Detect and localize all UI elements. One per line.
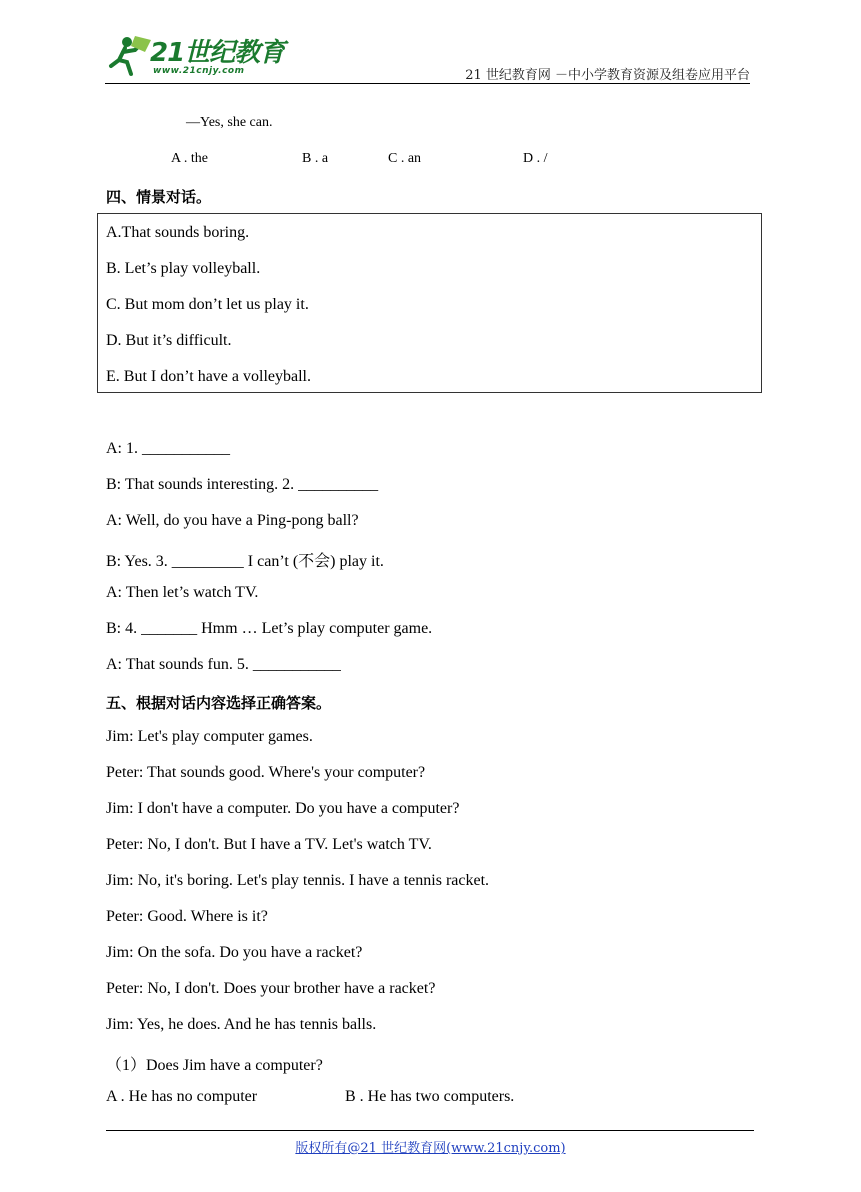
dialogue-line: Jim: Yes, he does. And he has tennis balls. [106, 1016, 377, 1033]
question-1: （1）Does Jim have a computer? [106, 1057, 323, 1074]
site-logo [105, 32, 285, 80]
dialogue-line: B: Yes. 3. _________ I can’t (不会) play it. [106, 553, 384, 570]
footer-copyright-link[interactable]: 版权所有@21 世纪教育网(www.21cnjy.com) [295, 1141, 566, 1156]
q1-option-a: A . He has no computer [106, 1088, 258, 1105]
page-header [105, 30, 750, 85]
logo-url: www.21cnjy.com [153, 66, 245, 76]
dialogue-line: Jim: On the sofa. Do you have a racket? [106, 944, 363, 961]
dialogue-line: Jim: Let's play computer games. [106, 728, 313, 745]
q1-option-b: B . He has two computers. [345, 1088, 515, 1105]
dialogue-line: A: 1. ___________ [106, 440, 230, 457]
choice-e: E. But I don’t have a volleyball. [106, 368, 311, 385]
dialogue-line: Jim: I don't have a computer. Do you have a computer? [106, 800, 460, 817]
dialogue-line: Jim: No, it's boring. Let's play tennis. I have a tennis racket. [106, 872, 490, 889]
dialogue-line: Peter: No, I don't. Does your brother have a racket? [106, 980, 436, 997]
answer-line: —Yes, she can. [186, 115, 273, 130]
section4-title: 四、情景对话。 [106, 188, 212, 206]
choice-b: B. Let’s play volleyball. [106, 260, 261, 277]
dialogue-line: A: That sounds fun. 5. ___________ [106, 656, 341, 673]
option-b: B . a [302, 151, 329, 166]
choice-c: C. But mom don’t let us play it. [106, 296, 309, 313]
section5-title: 五、根据对话内容选择正确答案。 [106, 694, 332, 712]
choice-a: A.That sounds boring. [106, 224, 250, 241]
choice-d: D. But it’s difficult. [106, 332, 232, 349]
option-c: C . an [388, 151, 422, 166]
runner-logo-icon [105, 32, 153, 80]
dialogue-line: Peter: Good. Where is it? [106, 908, 268, 925]
site-label: 21 世纪教育网 －中小学教育资源及组卷应用平台 [465, 68, 750, 83]
option-a: A . the [171, 151, 208, 166]
dialogue-line: A: Then let’s watch TV. [106, 584, 259, 601]
option-d: D . / [523, 151, 548, 166]
header-divider [105, 83, 750, 84]
logo-text: 21世纪教育 [150, 38, 285, 68]
footer-divider [106, 1130, 754, 1131]
dialogue-line: B: 4. _______ Hmm … Let’s play computer game. [106, 620, 433, 637]
choice-box [97, 213, 762, 393]
dialogue-line: B: That sounds interesting. 2. __________ [106, 476, 379, 493]
dialogue-line: Peter: That sounds good. Where's your computer? [106, 764, 426, 781]
dialogue-line: A: Well, do you have a Ping-pong ball? [106, 512, 359, 529]
dialogue-line: Peter: No, I don't. But I have a TV. Let's watch TV. [106, 836, 432, 853]
